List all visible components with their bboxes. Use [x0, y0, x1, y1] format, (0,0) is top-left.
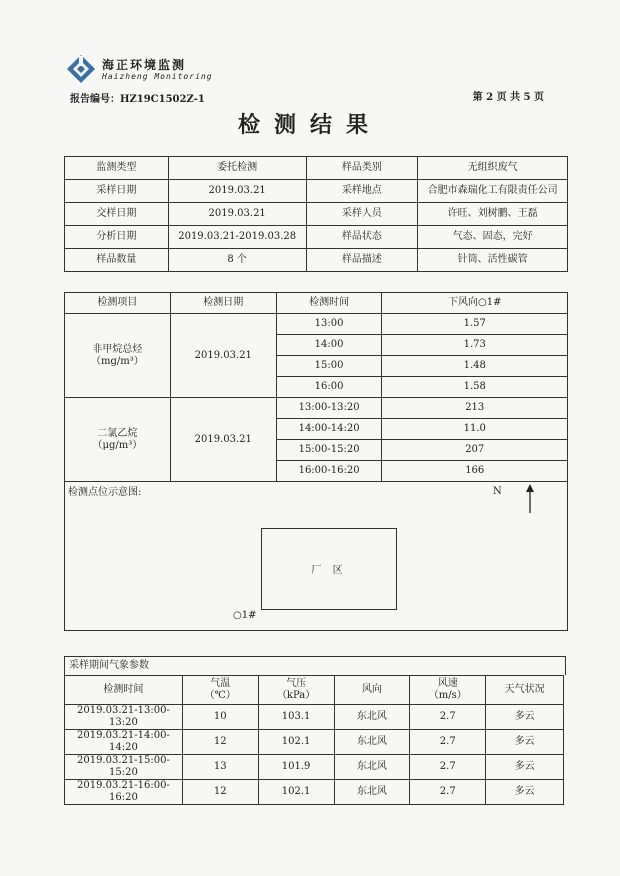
column-header: 检测时间: [276, 293, 382, 314]
info-value: 委托检测: [168, 157, 306, 180]
test-time: 14:00-14:20: [276, 419, 382, 440]
test-date: 2019.03.21: [170, 398, 276, 482]
table-row: [65, 398, 568, 419]
weather-cell: 102.1: [258, 780, 334, 805]
test-time: 14:00: [276, 335, 382, 356]
info-label: 分析日期: [65, 226, 169, 249]
north-arrow-icon: [525, 484, 535, 514]
weather-section-title: 采样期间气象参数: [64, 656, 566, 675]
weather-cell: 东北风: [334, 780, 410, 805]
page-title: 检测结果: [237, 112, 382, 138]
test-item-unit: （mg/m³）: [91, 355, 144, 367]
weather-cell: 多云: [486, 730, 564, 755]
info-label: 样品数量: [65, 249, 169, 272]
report-number: 报告编号：HZ19C1502Z-1: [70, 94, 205, 105]
test-item-unit: （μg/m³）: [92, 439, 143, 451]
column-header: 天气状况: [486, 676, 564, 705]
info-label: 样品类别: [306, 157, 418, 180]
info-label: 采样人员: [306, 203, 418, 226]
weather-header-row: [65, 676, 564, 705]
weather-cell: 东北风: [334, 730, 410, 755]
info-value: 气态、固态，完好: [418, 226, 568, 249]
weather-cell: 103.1: [258, 705, 334, 730]
weather-cell: 2019.03.21-16:00-16:20: [65, 780, 183, 805]
weather-cell: 2.7: [410, 755, 486, 780]
info-label: 样品状态: [306, 226, 418, 249]
column-header: 下风向○1#: [382, 293, 568, 314]
test-time: 16:00: [276, 377, 382, 398]
factory-label: 厂 区: [311, 565, 347, 576]
weather-cell: 2019.03.21-14:00-14:20: [65, 730, 183, 755]
table-row: [65, 314, 568, 335]
info-row: [65, 249, 568, 272]
company-logo-icon: [66, 54, 96, 84]
info-row: [65, 157, 568, 180]
weather-cell: 13: [182, 755, 258, 780]
table-row: [65, 705, 564, 730]
test-value: 1.58: [382, 377, 568, 398]
test-value: 1.73: [382, 335, 568, 356]
info-value: 2019.03.21: [168, 180, 306, 203]
weather-cell: 多云: [486, 705, 564, 730]
column-header: 检测日期: [170, 293, 276, 314]
weather-cell: 102.1: [258, 730, 334, 755]
weather-cell: 多云: [486, 755, 564, 780]
info-value: 2019.03.21: [168, 203, 306, 226]
test-value: 166: [382, 461, 568, 482]
info-row: [65, 180, 568, 203]
diagram-label: 检测点位示意图:: [68, 487, 142, 498]
test-value: 11.0: [382, 419, 568, 440]
column-header: 风向: [334, 676, 410, 705]
test-time: 13:00-13:20: [276, 398, 382, 419]
factory-area: [261, 528, 397, 610]
test-value: 207: [382, 440, 568, 461]
info-label: 采样日期: [65, 180, 169, 203]
weather-cell: 10: [182, 705, 258, 730]
info-value: 合肥市森瑞化工有限责任公司: [418, 180, 568, 203]
weather-cell: 多云: [486, 780, 564, 805]
weather-cell: 2019.03.21-15:00-15:20: [65, 755, 183, 780]
column-header: 检测时间: [65, 676, 183, 705]
monitoring-point-diagram: [64, 480, 568, 631]
info-value: 许旺、刘树鹏、王磊: [418, 203, 568, 226]
table-row: [65, 755, 564, 780]
weather-cell: 2.7: [410, 730, 486, 755]
weather-table: [64, 675, 564, 805]
test-value: 213: [382, 398, 568, 419]
test-item-name: 二氯乙烷: [97, 427, 138, 439]
test-time: 16:00-16:20: [276, 461, 382, 482]
weather-cell: 2.7: [410, 780, 486, 805]
column-header: 风速 （m/s）: [410, 676, 486, 705]
test-date: 2019.03.21: [170, 314, 276, 398]
company-name-en: Haizheng Monitoring: [102, 72, 213, 81]
weather-cell: 101.9: [258, 755, 334, 780]
info-label: 交样日期: [65, 203, 169, 226]
test-time: 15:00-15:20: [276, 440, 382, 461]
test-item-cell: [65, 398, 171, 482]
info-value: 2019.03.21-2019.03.28: [168, 226, 306, 249]
test-time: 15:00: [276, 356, 382, 377]
company-name-cn: 海正环境监测: [102, 58, 187, 72]
info-label: 采样地点: [306, 180, 418, 203]
info-table: [64, 156, 568, 272]
info-label: 样品描述: [306, 249, 418, 272]
info-value: 8 个: [168, 249, 306, 272]
test-value: 1.57: [382, 314, 568, 335]
info-row: [65, 226, 568, 249]
test-item-name: 非甲烷总烃: [92, 343, 143, 355]
test-item-cell: [65, 314, 171, 398]
table-row: [65, 780, 564, 805]
weather-cell: 2.7: [410, 705, 486, 730]
info-label: 监测类型: [65, 157, 169, 180]
column-header: 检测项目: [65, 293, 171, 314]
page-indicator: 第 2 页 共 5 页: [472, 92, 544, 103]
weather-cell: 东北风: [334, 755, 410, 780]
weather-cell: 东北风: [334, 705, 410, 730]
results-table: [64, 292, 568, 482]
weather-cell: 12: [182, 780, 258, 805]
weather-cell: 12: [182, 730, 258, 755]
north-label: N: [493, 486, 502, 497]
info-value: 针筒、活性碳管: [418, 249, 568, 272]
weather-cell: 2019.03.21-13:00-13:20: [65, 705, 183, 730]
column-header: 气温 （℃）: [182, 676, 258, 705]
test-value: 1.48: [382, 356, 568, 377]
table-row: [65, 730, 564, 755]
sampling-point-label: ○1#: [233, 610, 257, 621]
test-time: 13:00: [276, 314, 382, 335]
results-header-row: [65, 293, 568, 314]
info-row: [65, 203, 568, 226]
column-header: 气压 （kPa）: [258, 676, 334, 705]
info-value: 无组织废气: [418, 157, 568, 180]
